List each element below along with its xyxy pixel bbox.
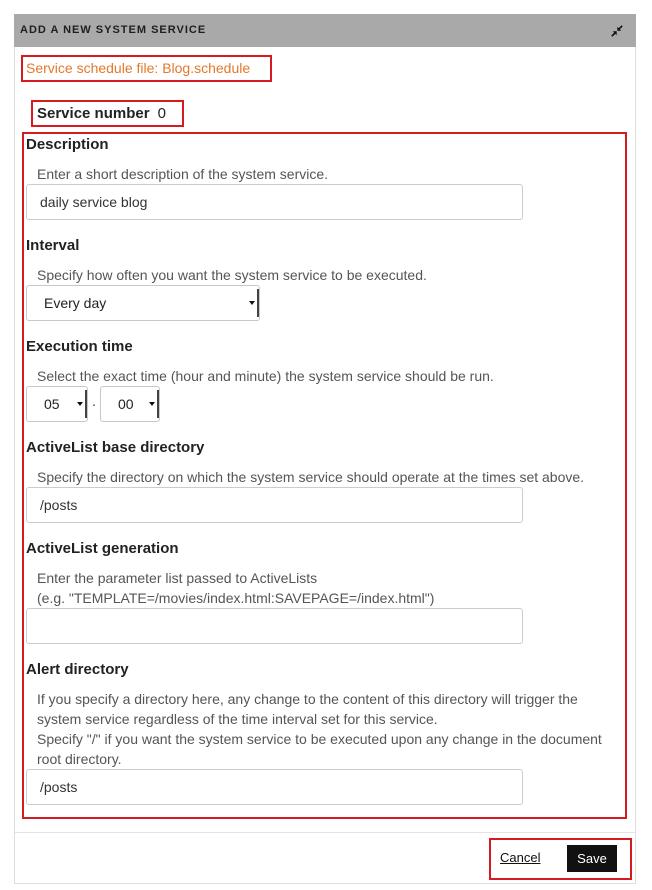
alert-directory-help-line: If you specify a directory here, any change to the content of this directory will trigger the [37,691,578,707]
interval-help [26,265,623,285]
base-directory-help [26,467,623,487]
dialog-header [14,14,636,47]
generation-input[interactable] [26,608,523,644]
execution-time-row [26,386,623,422]
interval-group [26,236,623,321]
execution-time-help [26,366,623,386]
generation-help-line: (e.g. "TEMPLATE=/movies/index.html:SAVEPAGE=/index.html") [37,590,435,606]
alert-directory-label: Alert directory [26,661,129,678]
alert-directory-group [26,660,623,805]
schedule-file-value: Blog.schedule [162,60,251,76]
description-group [26,135,623,220]
base-directory-input[interactable] [26,487,523,523]
time-separator: · [91,396,97,412]
base-directory-help-text: Specify the directory on which the system service should operate at the times set above. [37,469,585,485]
dropdown-arrow-icon [249,301,255,305]
base-directory-label: ActiveList base directory [26,439,205,456]
description-help-text: Enter a short description of the system service. [37,166,329,182]
description-help [26,164,623,184]
footer-divider [15,832,635,833]
execution-time-help-text: Select the exact time (hour and minute) the system service should be run. [37,368,494,384]
schedule-file-label: Service schedule file: [26,60,159,76]
schedule-file-highlight [21,55,272,82]
service-form [22,132,627,819]
hour-select[interactable] [26,386,88,422]
generation-help [26,568,623,608]
generation-help-line: Enter the parameter list passed to ActiveLists [37,570,318,586]
minute-select[interactable] [100,386,160,422]
alert-directory-help-line: system service regardless of the time interval set for this service. [37,711,438,727]
dialog-title: ADD A NEW SYSTEM SERVICE [20,24,207,36]
execution-time-group [26,337,623,422]
base-directory-group [26,438,623,523]
save-button[interactable]: Save [567,845,617,872]
footer-actions [489,838,632,880]
schedule-file-info [26,60,250,76]
hour-selected-value: 05 [44,396,60,412]
generation-group [26,539,623,644]
select-edge [257,289,259,317]
service-number-label: Service number [37,105,150,122]
description-label: Description [26,136,109,153]
interval-label: Interval [26,237,80,254]
select-edge [85,390,87,418]
collapse-icon[interactable] [611,25,623,37]
interval-selected-value: Every day [44,295,107,311]
select-edge [157,390,159,418]
dropdown-arrow-icon [77,402,83,406]
interval-select[interactable] [26,285,260,321]
minute-selected-value: 00 [118,396,134,412]
alert-directory-help [26,689,623,769]
dropdown-arrow-icon [149,402,155,406]
generation-label: ActiveList generation [26,540,179,557]
service-number-value: 0 [157,105,166,122]
alert-directory-help-line: root directory. [37,751,122,767]
description-input[interactable] [26,184,523,220]
execution-time-label: Execution time [26,338,133,355]
alert-directory-input[interactable] [26,769,523,805]
add-service-dialog [14,14,636,884]
interval-help-text: Specify how often you want the system service to be executed. [37,267,427,283]
service-number-highlight [31,100,184,127]
cancel-link[interactable]: Cancel [500,850,541,865]
alert-directory-help-line: Specify "/" if you want the system service to be executed upon any change in the document [37,731,602,747]
